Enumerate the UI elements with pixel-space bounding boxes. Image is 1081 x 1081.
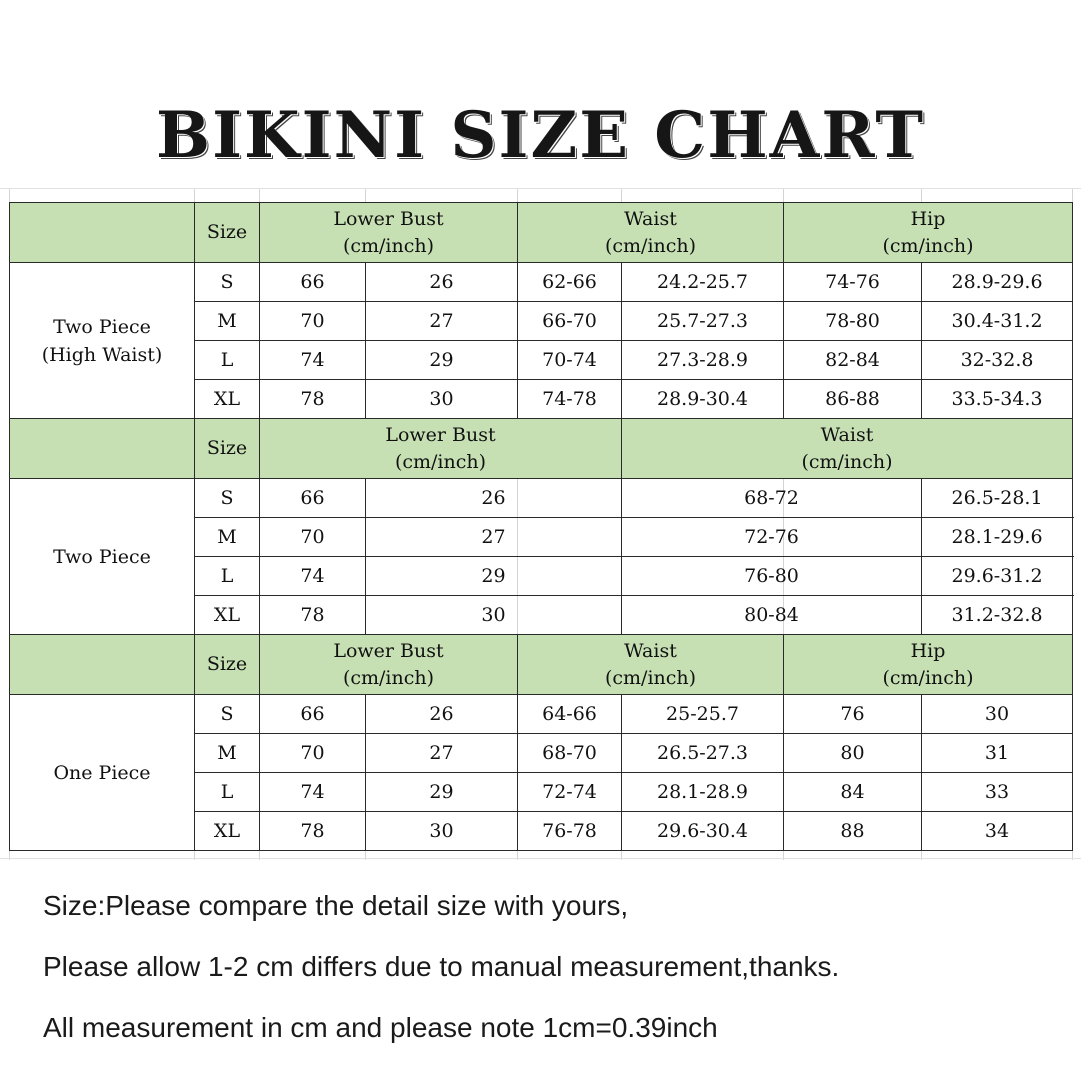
size-cell: M bbox=[195, 518, 260, 557]
table-cell: 33.5-34.3 bbox=[922, 380, 1073, 419]
table-cell: 30.4-31.2 bbox=[922, 302, 1073, 341]
size-cell: S bbox=[195, 695, 260, 734]
size-header-cell: Size bbox=[195, 203, 260, 263]
table-cell: 26 bbox=[366, 695, 518, 734]
size-cell: S bbox=[195, 263, 260, 302]
table-cell: 86-88 bbox=[784, 380, 922, 419]
table-cell: 88 bbox=[784, 812, 922, 851]
table-cell: 74 bbox=[260, 341, 366, 380]
table-cell: 78 bbox=[260, 380, 366, 419]
size-cell: L bbox=[195, 557, 260, 596]
table-cell: 70 bbox=[260, 518, 366, 557]
section-header-row bbox=[10, 635, 1073, 695]
table-cell: 30 bbox=[366, 596, 622, 635]
table-cell: 30 bbox=[922, 695, 1073, 734]
table-cell: 66 bbox=[260, 695, 366, 734]
table-cell: 29 bbox=[366, 557, 622, 596]
table-cell: 28.1-29.6 bbox=[922, 518, 1073, 557]
table-cell: 30 bbox=[366, 812, 518, 851]
category-cell: Two Piece bbox=[10, 479, 195, 635]
table-cell: 76 bbox=[784, 695, 922, 734]
header-gutter-cell bbox=[10, 419, 195, 479]
section-header-row bbox=[10, 203, 1073, 263]
table-cell: 26.5-27.3 bbox=[622, 734, 784, 773]
table-cell: 68-70 bbox=[518, 734, 622, 773]
table-cell: 29 bbox=[366, 773, 518, 812]
size-cell: L bbox=[195, 773, 260, 812]
table-cell: 29.6-30.4 bbox=[622, 812, 784, 851]
table-cell: 70-74 bbox=[518, 341, 622, 380]
table-cell: 27 bbox=[366, 518, 622, 557]
table-cell: 28.9-29.6 bbox=[922, 263, 1073, 302]
table-cell: 62-66 bbox=[518, 263, 622, 302]
table-row bbox=[10, 479, 1073, 518]
table-cell: 82-84 bbox=[784, 341, 922, 380]
table-cell: 30 bbox=[366, 380, 518, 419]
table-cell: 28.9-30.4 bbox=[622, 380, 784, 419]
lower-bust-header: Lower Bust (cm/inch) bbox=[260, 203, 518, 263]
note-line: All measurement in cm and please note 1cm=0.39inch bbox=[43, 1012, 718, 1043]
table-cell: 76-78 bbox=[518, 812, 622, 851]
table-cell: 74 bbox=[260, 773, 366, 812]
size-cell: XL bbox=[195, 812, 260, 851]
page-title: BIKINI SIZE CHART bbox=[156, 98, 925, 173]
table-cell: 78-80 bbox=[784, 302, 922, 341]
size-chart-table bbox=[9, 202, 1073, 851]
table-cell: 34 bbox=[922, 812, 1073, 851]
table-cell: 80 bbox=[784, 734, 922, 773]
size-cell: L bbox=[195, 341, 260, 380]
table-cell: 68-72 bbox=[622, 479, 922, 518]
table-cell: 66 bbox=[260, 263, 366, 302]
size-header-cell: Size bbox=[195, 419, 260, 479]
table-cell: 70 bbox=[260, 302, 366, 341]
waist-header: Waist (cm/inch) bbox=[518, 635, 784, 695]
table-cell: 64-66 bbox=[518, 695, 622, 734]
lower-bust-header: Lower Bust (cm/inch) bbox=[260, 419, 622, 479]
table-cell: 74-76 bbox=[784, 263, 922, 302]
table-row bbox=[10, 695, 1073, 734]
table-cell: 72-74 bbox=[518, 773, 622, 812]
table-cell: 32-32.8 bbox=[922, 341, 1073, 380]
table-cell: 84 bbox=[784, 773, 922, 812]
table-cell: 72-76 bbox=[622, 518, 922, 557]
table-cell: 66 bbox=[260, 479, 366, 518]
size-cell: M bbox=[195, 734, 260, 773]
table-row bbox=[10, 263, 1073, 302]
table-cell: 24.2-25.7 bbox=[622, 263, 784, 302]
table-cell: 26 bbox=[366, 479, 622, 518]
table-cell: 27.3-28.9 bbox=[622, 341, 784, 380]
waist-header: Waist (cm/inch) bbox=[622, 419, 1073, 479]
note-line: Please allow 1-2 cm differs due to manual measurement,thanks. bbox=[43, 951, 840, 982]
size-cell: M bbox=[195, 302, 260, 341]
size-cell: S bbox=[195, 479, 260, 518]
table-cell: 28.1-28.9 bbox=[622, 773, 784, 812]
table-cell: 29.6-31.2 bbox=[922, 557, 1073, 596]
table-cell: 66-70 bbox=[518, 302, 622, 341]
table-cell: 26 bbox=[366, 263, 518, 302]
table-cell: 74 bbox=[260, 557, 366, 596]
category-cell: Two Piece (High Waist) bbox=[10, 263, 195, 419]
hip-header: Hip (cm/inch) bbox=[784, 203, 1073, 263]
table-cell: 31.2-32.8 bbox=[922, 596, 1073, 635]
table-cell: 25.7-27.3 bbox=[622, 302, 784, 341]
header-gutter-cell bbox=[10, 635, 195, 695]
table-cell: 80-84 bbox=[622, 596, 922, 635]
section-header-row bbox=[10, 419, 1073, 479]
table-cell: 29 bbox=[366, 341, 518, 380]
waist-header: Waist (cm/inch) bbox=[518, 203, 784, 263]
table-cell: 27 bbox=[366, 734, 518, 773]
table-cell: 74-78 bbox=[518, 380, 622, 419]
size-notes bbox=[43, 884, 839, 1067]
category-cell: One Piece bbox=[10, 695, 195, 851]
table-cell: 25-25.7 bbox=[622, 695, 784, 734]
table-cell: 27 bbox=[366, 302, 518, 341]
lower-bust-header: Lower Bust (cm/inch) bbox=[260, 635, 518, 695]
table-cell: 31 bbox=[922, 734, 1073, 773]
header-gutter-cell bbox=[10, 203, 195, 263]
note-line: Size:Please compare the detail size with yours, bbox=[43, 890, 629, 921]
table-cell: 33 bbox=[922, 773, 1073, 812]
size-cell: XL bbox=[195, 380, 260, 419]
table-cell: 70 bbox=[260, 734, 366, 773]
table-cell: 76-80 bbox=[622, 557, 922, 596]
table-cell: 26.5-28.1 bbox=[922, 479, 1073, 518]
hip-header: Hip (cm/inch) bbox=[784, 635, 1073, 695]
size-header-cell: Size bbox=[195, 635, 260, 695]
table-cell: 78 bbox=[260, 812, 366, 851]
size-cell: XL bbox=[195, 596, 260, 635]
table-cell: 78 bbox=[260, 596, 366, 635]
